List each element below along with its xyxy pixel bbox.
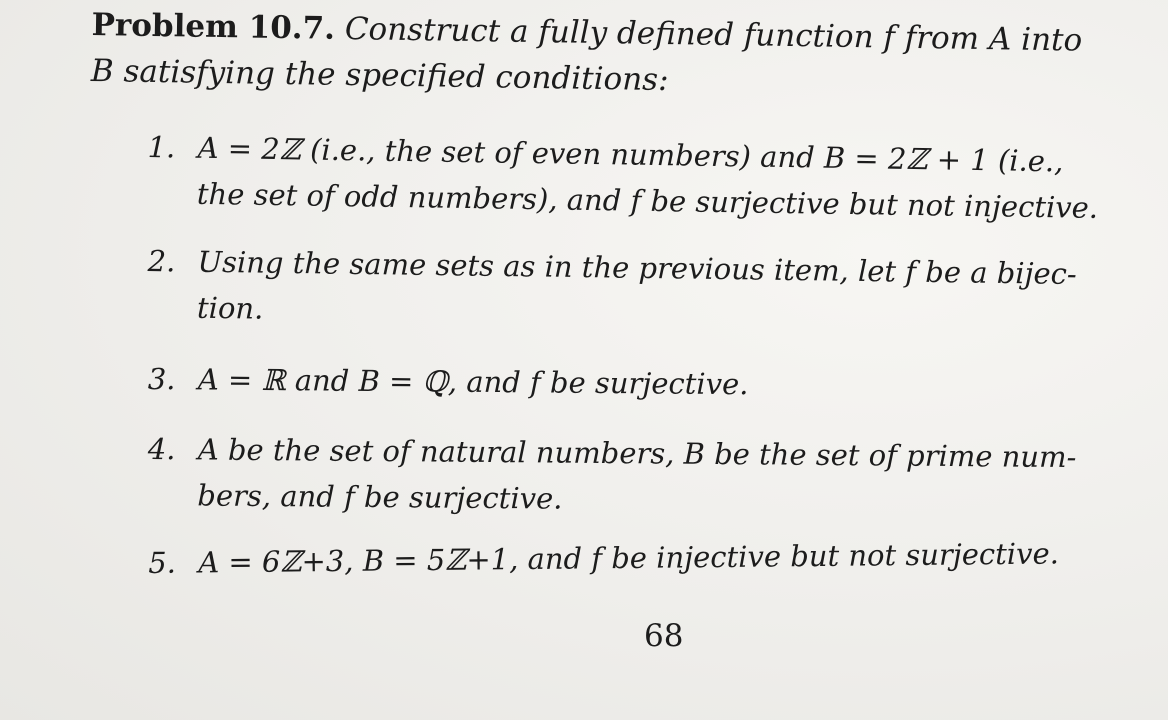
item-text-line1: A = 2ℤ (i.e., the set of even numbers) and B = 2ℤ + 1 (i.e., [197, 130, 1064, 179]
item-text-line1: A = ℝ and B = ℚ, and f be surjective. [197, 362, 749, 402]
item-text-line2: tion. [196, 290, 264, 326]
item-number: 3. [147, 361, 176, 397]
problem-heading [91, 2, 1156, 111]
item-text-line1: A be the set of natural numbers, B be the set of prime num- [197, 432, 1077, 475]
list-item [147, 124, 1148, 232]
problem-title: Problem 10.7. [91, 6, 336, 47]
page-number: 68 [644, 618, 684, 654]
list-item [147, 238, 1148, 344]
problem-statement-line2: B satisfying the specified conditions: [90, 52, 669, 99]
list-item [148, 356, 1148, 411]
item-number: 5. [148, 545, 177, 580]
item-number: 2. [147, 243, 176, 279]
list-item [147, 426, 1148, 527]
item-text-line1: A = 6ℤ+3, B = 5ℤ+1, and f be injective but not surjective. [198, 536, 1060, 580]
item-text-line2: the set of odd numbers), and f be surjective but not injective. [196, 176, 1099, 225]
problem-statement-line1: Construct a fully defined function f from A into [344, 10, 1083, 59]
item-number: 4. [147, 431, 176, 467]
list-item [148, 530, 1148, 586]
item-text-line2: bers, and f be surjective. [197, 478, 563, 516]
item-text-line1: Using the same sets as in the previous item, let f be a bijec- [197, 244, 1077, 291]
item-number: 1. [147, 129, 176, 165]
